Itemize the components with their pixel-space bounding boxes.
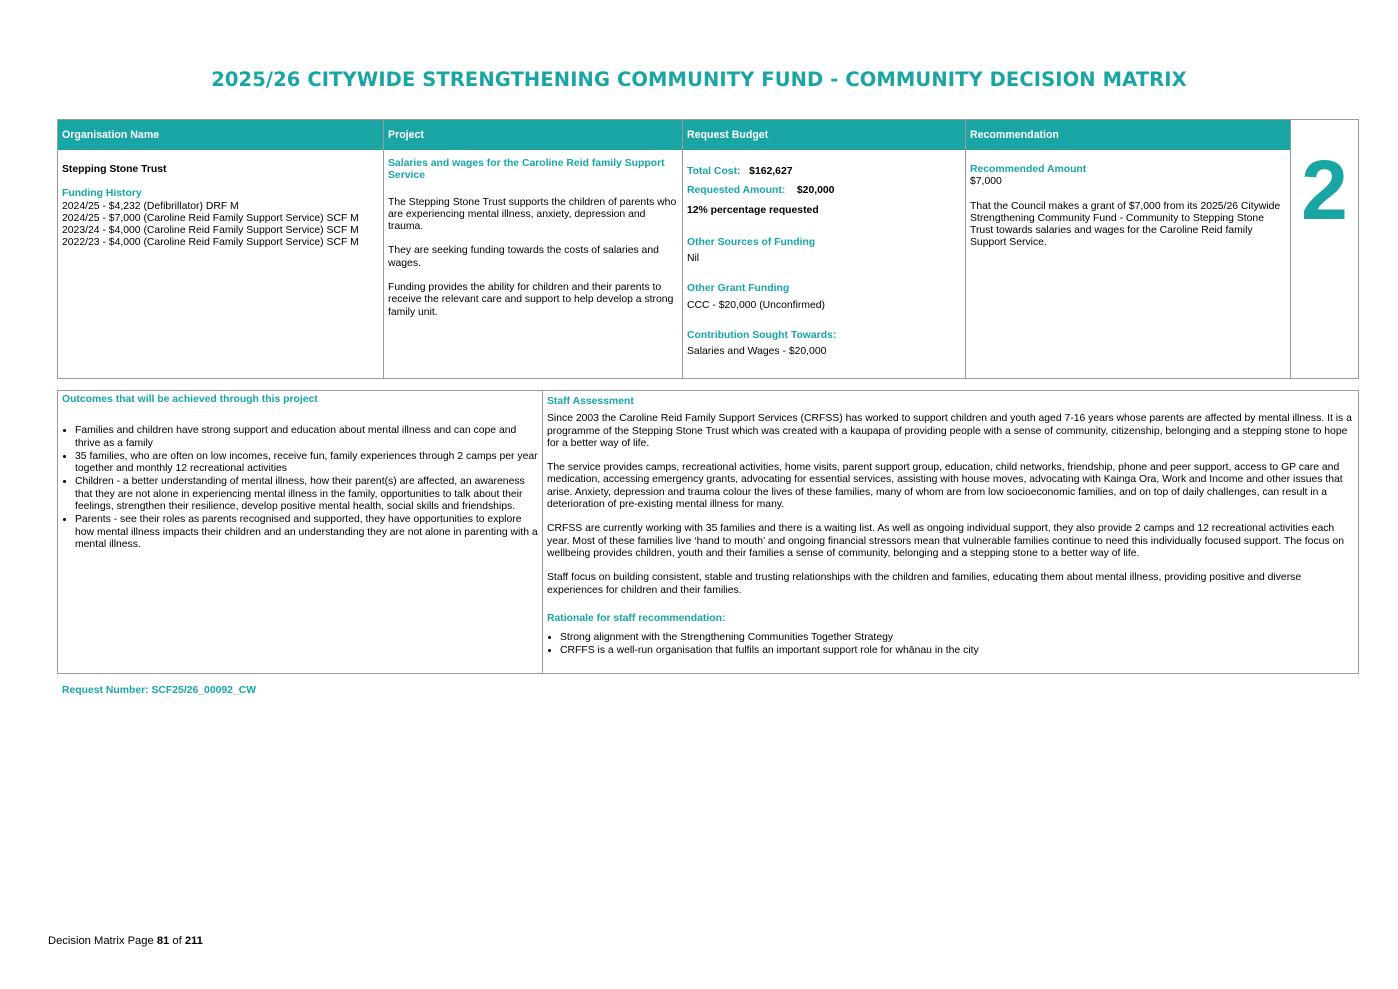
total-cost-value: $162,627 xyxy=(749,166,793,177)
recommended-amount-label: Recommended Amount xyxy=(970,164,1087,175)
content-row xyxy=(58,150,1359,379)
list-item: • Children - a better understanding of mental illness, how their parent(s) are affected, an awareness that they are not alone in experiencing mental illness in the family, opportunities to talk about their feelings, strengthen their resilience, develop positive mental health, social skills and friendships. xyxy=(75,475,538,513)
total-cost-line xyxy=(687,166,961,178)
rationale-list xyxy=(547,631,1354,658)
footer-prefix: Decision Matrix Page xyxy=(48,935,157,947)
organisation-name: Stepping Stone Trust xyxy=(62,164,167,175)
funding-history-item: 2024/25 - $4,232 (Defibrillator) DRF M xyxy=(62,200,239,212)
requested-value: $20,000 xyxy=(796,185,835,197)
project-cell xyxy=(384,150,683,379)
percentage-requested: 12% percentage requested xyxy=(687,204,819,216)
list-item: • Parents - see their roles as parents recognised and supported, they have opportunities to explore how mental illness impacts their children and an understanding they are not alone in parenting with a mental illness. xyxy=(75,513,538,551)
request-number: Request Number: SCF25/26_00092_CW xyxy=(62,685,257,696)
funding-history-item: 2024/25 - $7,000 (Caroline Reid Family Support Service) SCF M xyxy=(62,212,359,224)
project-paragraph: The Stepping Stone Trust supports the children of parents who are experiencing mental illness, anxiety, depression and trauma. xyxy=(388,196,677,233)
other-grant-label: Other Grant Funding xyxy=(687,283,790,295)
project-paragraph: Funding provides the ability for children and their parents to receive the relevant care and support to help develop a strong family unit. xyxy=(388,282,674,318)
header-recommendation: Recommendation xyxy=(966,120,1291,151)
staff-paragraph: Staff focus on building consistent, stable and trusting relationships with the children and families, educating them about mental illness, providing positive and diverse experiences for children and their families. xyxy=(547,572,1302,596)
decision-matrix-table xyxy=(57,119,1359,379)
outcomes-cell xyxy=(58,391,543,674)
footer-of: of xyxy=(169,935,185,947)
other-grant-value: CCC - $20,000 (Unconfirmed) xyxy=(687,299,826,311)
item-number: 2 xyxy=(1301,143,1348,237)
other-sources-label: Other Sources of Funding xyxy=(687,236,816,248)
outcomes-list xyxy=(62,424,538,551)
staff-assessment-label: Staff Assessment xyxy=(547,396,634,407)
staff-paragraph: Since 2003 the Caroline Reid Family Support Services (CRFSS) has worked to support children and youth aged 7-16 years whose parents are affected by mental illness. It is a programme of the Stepping Stone Trust which was created with a kaupapa of providing people with a sense of community, citizenship, belonging and a stepping stone to hope for a better way of life. xyxy=(547,413,1352,449)
budget-cell xyxy=(683,150,966,379)
footer-total-pages: 211 xyxy=(184,935,203,947)
outcomes-label: Outcomes that will be achieved through this project xyxy=(62,394,318,405)
header-row xyxy=(58,120,1359,151)
requested-label: Requested Amount: xyxy=(687,185,786,197)
contribution-value: Salaries and Wages - $20,000 xyxy=(687,346,827,358)
list-item: • Families and children have strong support and education about mental illness and can cope and thrive as a family xyxy=(75,424,538,450)
recommendation-text: That the Council makes a grant of $7,000 from its 2025/26 Citywide Strengthening Community Fund - Community to Stepping Stone Trust towards salaries and wages for the Caroline Reid family Support Service. xyxy=(970,200,1281,249)
contribution-label: Contribution Sought Towards: xyxy=(687,330,837,342)
item-number-cell xyxy=(1291,120,1359,379)
rationale-label: Rationale for staff recommendation: xyxy=(547,612,726,624)
other-sources-value: Nil xyxy=(687,253,700,265)
project-title: Salaries and wages for the Caroline Reid family Support Service xyxy=(388,158,665,182)
requested-line xyxy=(687,185,961,197)
header-project: Project xyxy=(384,120,683,151)
staff-paragraph: The service provides camps, recreational activities, home visits, parent support group, education, child networks, friendship, phone and peer support, access to GP care and medication, accessing emergency grants, advocating for essential services, assisting with house moves, advocating with Kainga Ora, Work and Income and other issues that arise. Anxiety, depression and trauma colour the lives of these families, many of whom are from low socioeconomic families, and on top of daily challenges, can result in a deterioration of pre-existing mental illness for many. xyxy=(547,462,1343,511)
organisation-cell xyxy=(58,150,384,379)
page-footer xyxy=(48,935,203,947)
staff-paragraph: CRFSS are currently working with 35 families and there is a waiting list. As well as ongoing individual support, they also provide 2 camps and 12 recreational activities each year. Most of these families live ‘hand to mouth’ and ongoing financial stressors mean that vulnerable families continue to need this individually focused support. The focus on wellbeing provides children, youth and their families a sense of community, belonging and a stepping stone to a better way of life. xyxy=(547,523,1345,559)
recommendation-cell xyxy=(966,150,1291,379)
total-cost-label: Total Cost: xyxy=(687,166,741,177)
recommended-amount-value: $7,000 xyxy=(970,176,1002,188)
assessment-table xyxy=(57,390,1359,674)
list-item: • CRFFS is a well-run organisation that fulfils an important support role for whānau in the city xyxy=(560,644,1354,657)
list-item: • Strong alignment with the Strengthening Communities Together Strategy xyxy=(560,631,1354,644)
funding-history-item: 2023/24 - $4,000 (Caroline Reid Family Support Service) SCF M xyxy=(62,225,359,237)
project-paragraph: They are seeking funding towards the costs of salaries and wages. xyxy=(388,245,659,269)
header-budget: Request Budget xyxy=(683,120,966,151)
funding-history-label: Funding History xyxy=(62,188,142,200)
staff-assessment-cell xyxy=(543,391,1359,674)
header-organisation: Organisation Name xyxy=(58,120,384,151)
page-title: 2025/26 CITYWIDE STRENGTHENING COMMUNITY FUND - COMMUNITY DECISION MATRIX xyxy=(211,68,1187,91)
list-item: • 35 families, who are often on low incomes, receive fun, family experiences through 2 camps per year together and monthly 12 recreational activities xyxy=(75,450,538,476)
footer-page-number: 81 xyxy=(156,935,170,947)
funding-history-item: 2022/23 - $4,000 (Caroline Reid Family Support Service) SCF M xyxy=(62,237,359,249)
